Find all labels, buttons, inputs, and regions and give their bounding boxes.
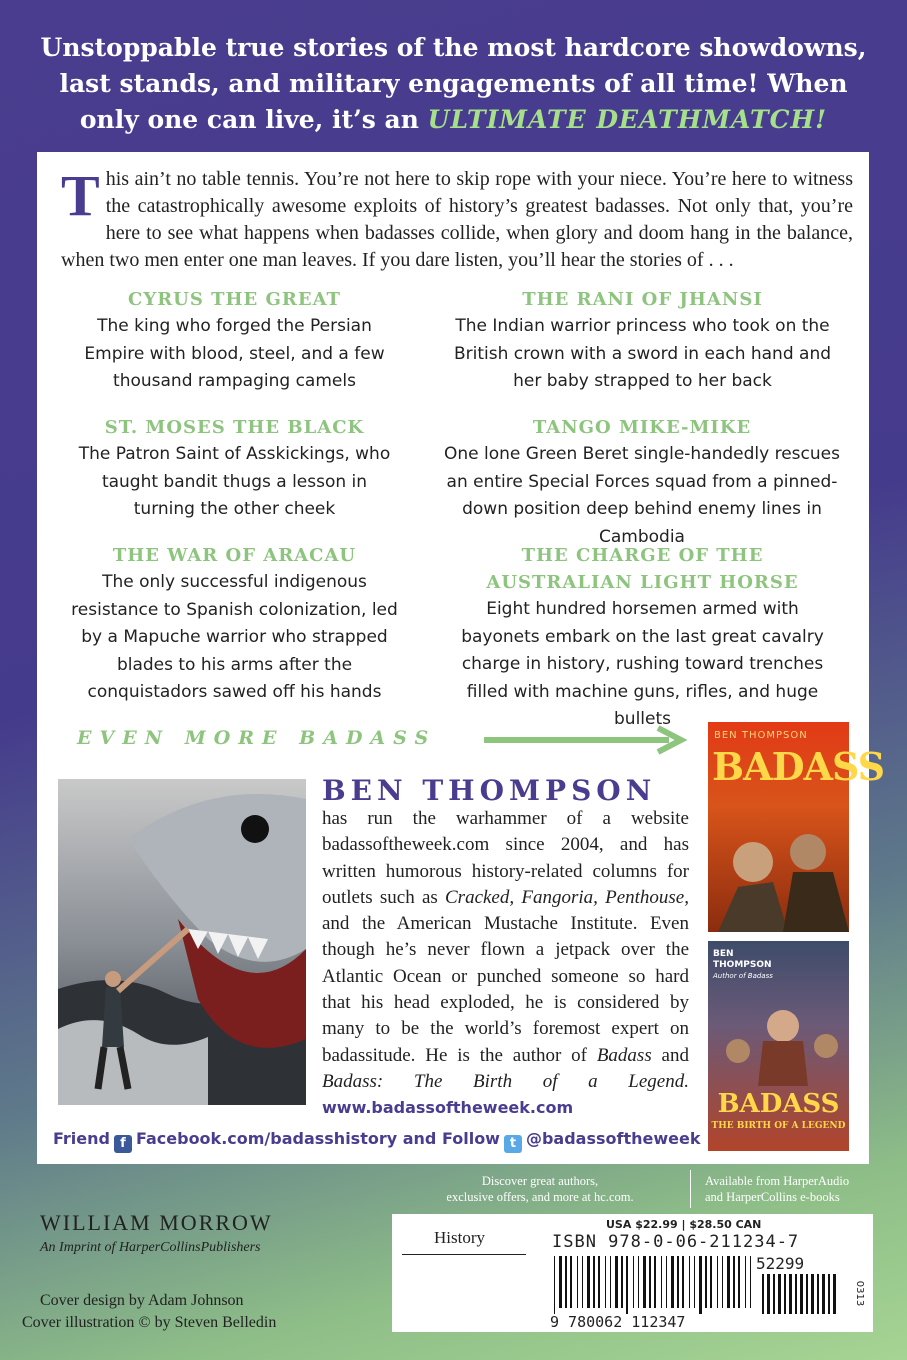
tagline-line-1: Unstoppable true stories of the most hardcore showdowns, <box>40 33 867 62</box>
barcode-bar <box>677 1256 679 1308</box>
barcode-bar <box>610 1256 611 1308</box>
story-title: CYRUS THE GREAT <box>128 289 341 310</box>
barcode-bar <box>638 1256 639 1308</box>
author-photo <box>58 779 306 1105</box>
story-rani <box>445 286 840 396</box>
available-line: and HarperCollins e-books <box>705 1190 840 1204</box>
barcode-bar <box>699 1256 702 1314</box>
barcode-bar <box>717 1256 718 1308</box>
book-cover-badass <box>708 722 885 932</box>
arrow-right-icon <box>484 726 689 754</box>
discover-line: Discover great authors, <box>481 1174 599 1188</box>
book-cover-birth-of-a-legend <box>708 941 849 1151</box>
barcode-bar <box>587 1256 590 1308</box>
book-byline: Author of Badass <box>713 972 773 980</box>
bio-book-title: Badass: The Birth of a Legend. <box>322 1070 689 1092</box>
addon-bar <box>800 1274 803 1314</box>
isbn-label: ISBN 978-0-06-211234-7 <box>552 1232 800 1252</box>
barcode-bar <box>750 1256 751 1308</box>
barcode-bar <box>654 1256 656 1308</box>
book-title: BADASS <box>712 744 885 789</box>
social-links <box>53 1129 700 1153</box>
barcode-bar <box>570 1256 572 1308</box>
book-author-first: BEN <box>713 949 734 959</box>
tagline <box>0 30 907 138</box>
barcode-bar <box>710 1256 712 1308</box>
facebook-link[interactable]: Facebook.com/badasshistory and Follow <box>135 1129 500 1148</box>
story-description: The Patron Saint of Asskickings, who taught bandit thugs a lesson in turning the other cheek <box>78 444 391 519</box>
author-bio <box>322 806 689 1122</box>
bio-text: and the American Mustache Institute. Even though he’s never flown a jetpack over the Atlantic Ocean or punched someone so hard that his head exploded, he is considered by many to be the world’s foremost expert on badassitude. He is the author of <box>322 913 689 1066</box>
barcode-bar <box>682 1256 684 1308</box>
addon-bar <box>828 1274 830 1314</box>
barcode <box>552 1256 842 1314</box>
book-subtitle: THE BIRTH OF A LEGEND <box>711 1121 846 1131</box>
addon-bar <box>811 1274 814 1314</box>
book-author-last: THOMPSON <box>713 960 772 970</box>
story-title: THE CHARGE OF THE AUSTRALIAN LIGHT HORSE <box>486 545 799 593</box>
addon-bar <box>778 1274 781 1314</box>
addon-bar <box>795 1274 797 1314</box>
barcode-bar <box>554 1256 555 1314</box>
story-title: THE WAR OF ARACAU <box>112 545 357 566</box>
barcode-bar <box>694 1256 695 1308</box>
bio-text: has run the warhammer of a website badassoftheweek.com since 2004, and has written humorous history-related columns for outlets such as <box>322 808 689 908</box>
addon-bar <box>789 1274 792 1314</box>
barcode-bar <box>727 1256 730 1308</box>
available-note <box>705 1173 849 1205</box>
bio-book-title: Badass <box>596 1044 652 1066</box>
tagline-line-3 <box>0 102 907 138</box>
story-title: THE RANI OF JHANSI <box>522 289 763 310</box>
barcode-bar <box>705 1256 707 1308</box>
story-cyrus <box>37 286 432 396</box>
addon-bar <box>806 1274 808 1314</box>
author-name: BEN THOMPSON <box>322 774 657 807</box>
barcode-bar <box>615 1256 618 1308</box>
barcode-bar <box>605 1256 606 1308</box>
barcode-bar <box>738 1256 740 1308</box>
addon-bar <box>833 1274 836 1314</box>
story-title: TANGO MIKE-MIKE <box>532 417 752 438</box>
barcode-bar <box>671 1256 674 1308</box>
available-line: Available from HarperAudio <box>705 1174 850 1188</box>
barcode-panel <box>392 1214 873 1332</box>
facebook-icon[interactable]: f <box>114 1135 132 1153</box>
intro-text: his ain’t no table tennis. You’re not here to skip rope with your niece. You’re here to witness the catastrophically awesome exploits of history’s greatest badasses. Not only that, you’re here to see what happens when badasses collide, when glory and doom hang in the balance, when two men enter one man leaves. If you dare listen, you’ll hear the stories of . . . <box>61 168 853 271</box>
credit-design: Cover design by Adam Johnson <box>40 1292 244 1309</box>
book-author: BEN THOMPSON <box>714 730 808 741</box>
twitter-handle[interactable]: @badassoftheweek <box>525 1129 701 1148</box>
story-description: The Indian warrior princess who took on the British crown with a sword in each hand and her baby strapped to her back <box>453 316 832 391</box>
barcode-bar <box>666 1256 667 1308</box>
tagline-line-2: last stands, and military engagements of all time! When <box>59 69 848 98</box>
story-moses <box>37 414 432 524</box>
addon-code: 52299 <box>756 1254 805 1273</box>
tagline-highlight: ULTIMATE DEATHMATCH! <box>427 105 828 134</box>
divider <box>690 1170 691 1208</box>
friend-label: Friend <box>53 1129 110 1148</box>
barcode-bar <box>565 1256 567 1308</box>
barcode-bar <box>689 1256 690 1308</box>
barcode-bar <box>593 1256 595 1308</box>
addon-bar <box>822 1274 825 1314</box>
addon-bar <box>784 1274 786 1314</box>
book-title: BADASS <box>717 1089 840 1119</box>
discover-line: exclusive offers, and more at hc.com. <box>446 1190 634 1204</box>
barcode-bar <box>643 1256 646 1308</box>
story-description: The king who forged the Persian Empire with blood, steel, and a few thousand rampaging camels <box>84 316 385 391</box>
addon-bar <box>773 1274 775 1314</box>
batch-code: 0313 <box>854 1280 866 1307</box>
barcode-bar <box>633 1256 634 1308</box>
intro-paragraph <box>61 163 853 274</box>
barcode-bar <box>626 1256 628 1314</box>
story-description: Eight hundred horsemen armed with bayonets embark on the last great cavalry charge in history, rushing toward trenches filled with machine guns, rifles, and huge bullets <box>461 599 824 729</box>
barcode-bar <box>598 1256 600 1308</box>
publisher-block <box>22 1210 277 1334</box>
barcode-bar <box>745 1256 746 1308</box>
story-description: The only successful indigenous resistance to Spanish colonization, led by a Mapuche warrior who strapped blades to his arms after the conquistadors sawed off his hands <box>71 572 398 702</box>
content-panel <box>37 152 885 1164</box>
addon-bar <box>767 1274 770 1314</box>
credit-illustration: Cover illustration © by Steven Belledin <box>22 1314 277 1331</box>
barcode-bar <box>559 1256 562 1308</box>
story-light-horse <box>445 542 840 734</box>
tagline-line-3-text: only one can live, it’s an <box>79 105 428 134</box>
story-description: One lone Green Beret single-handedly rescues an entire Special Forces squad from a pinned-down position deep behind enemy lines in Cambodia <box>444 444 840 547</box>
story-aracau <box>37 542 432 707</box>
drop-cap: T <box>61 163 100 228</box>
bio-outlets: Cracked, Fangoria, Penthouse, <box>445 886 689 908</box>
even-more-badass-label: EVEN MORE BADASS <box>77 727 437 749</box>
story-tango <box>432 414 852 551</box>
addon-bar <box>817 1274 819 1314</box>
barcode-digits: 9 780062 112347 <box>550 1313 686 1331</box>
publisher-imprint: An Imprint of HarperCollinsPublishers <box>40 1240 261 1255</box>
price-label: USA $22.99 | $28.50 CAN <box>606 1218 762 1231</box>
category-label: History <box>434 1228 485 1247</box>
discover-note <box>440 1173 640 1205</box>
story-title: ST. MOSES THE BLACK <box>104 417 365 438</box>
barcode-bar <box>722 1256 723 1308</box>
website-link[interactable]: www.badassoftheweek.com <box>322 1098 574 1118</box>
publisher-name: WILLIAM MORROW <box>40 1210 273 1235</box>
barcode-bar <box>733 1256 735 1308</box>
cover-credits <box>22 1290 277 1334</box>
category-rule <box>402 1254 526 1255</box>
barcode-bar <box>621 1256 623 1308</box>
twitter-icon[interactable]: t <box>504 1135 522 1153</box>
barcode-bar <box>582 1256 583 1308</box>
barcode-bar <box>577 1256 578 1308</box>
bio-text: and <box>651 1044 689 1066</box>
addon-bar <box>762 1274 764 1314</box>
barcode-bar <box>661 1256 662 1308</box>
barcode-bar <box>649 1256 651 1308</box>
